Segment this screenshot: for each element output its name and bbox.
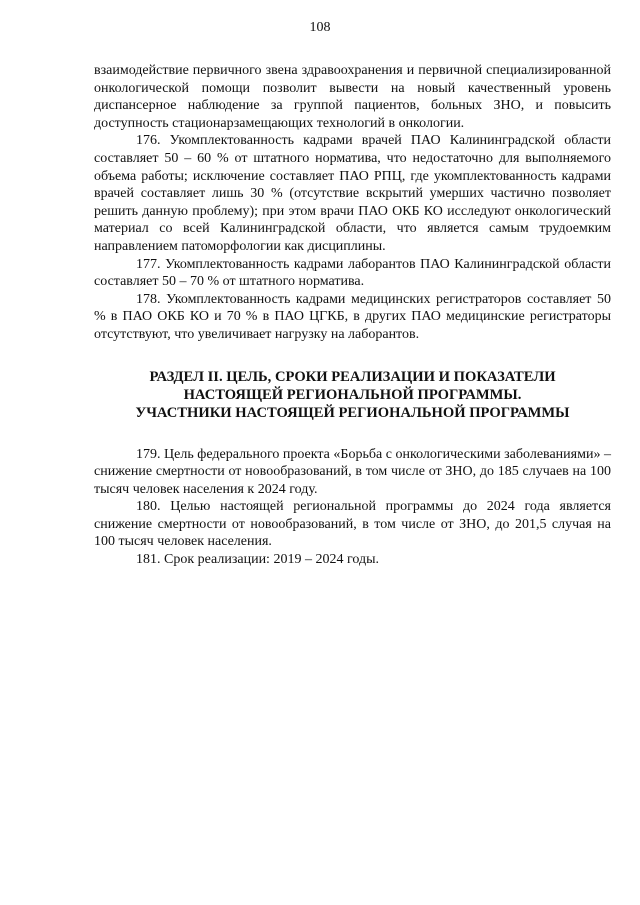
- paragraph-176: 176. Укомплектованность кадрами врачей ПАО Калининградской области составляет 50 – 60 % от штатного норматива, что недостаточно для выполняемого объема работы; исключение составляет ПАО РПЦ, где укомплектованность кадрами врачей составляет лишь 30 % (отсутствие вскрытий умерших частично позволяет решить данную проблему); при этом врачи ПАО ОКБ КО исследуют онкологический материал со всей Калининградской области, что является самым трудоемким направлением патоморфологии как дисциплины.: [94, 133, 611, 254]
- page-number: 108: [309, 20, 331, 35]
- document-body: [94, 62, 611, 569]
- section-heading-line-3: УЧАСТНИКИ НАСТОЯЩЕЙ РЕГИОНАЛЬНОЙ ПРОГРАММЫ: [135, 404, 570, 421]
- paragraph-180: 180. Целью настоящей региональной программы до 2024 года является снижение смертности от новообразований, в том числе от ЗНО, до 201,5 случая на 100 тысяч человек населения.: [94, 499, 611, 550]
- section-heading: [94, 368, 611, 422]
- paragraph-178: 178. Укомплектованность кадрами медицинских регистраторов составляет 50 % в ПАО ОКБ КО и 70 % в ПАО ЦГКБ, в других ПАО медицинские регистраторы отсутствуют, что увеличивает нагрузку на лаборантов.: [94, 291, 611, 342]
- paragraph-179: 179. Цель федерального проекта «Борьба с онкологическими заболеваниями» – снижение смертности от новообразований, в том числе от ЗНО, до 185 случаев на 100 тысяч человек населения к 2024 году.: [94, 446, 611, 497]
- paragraph-continuation: взаимодействие первичного звена здравоохранения и первичной специализированной онкологической помощи позволит вывести на новый качественный уровень диспансерное наблюдение за группой пациентов, больных ЗНО, и повысить доступность стационарзамещающих технологий в онкологии.: [94, 63, 611, 131]
- section-heading-line-1: РАЗДЕЛ II. ЦЕЛЬ, СРОКИ РЕАЛИЗАЦИИ И ПОКАЗАТЕЛИ: [149, 368, 556, 385]
- paragraph-181: 181. Срок реализации: 2019 – 2024 годы.: [136, 552, 379, 568]
- paragraph-177: 177. Укомплектованность кадрами лаборантов ПАО Калининградской области составляет 50 – 70 % от штатного норматива.: [94, 256, 611, 290]
- section-heading-line-2: НАСТОЯЩЕЙ РЕГИОНАЛЬНОЙ ПРОГРАММЫ.: [183, 386, 522, 403]
